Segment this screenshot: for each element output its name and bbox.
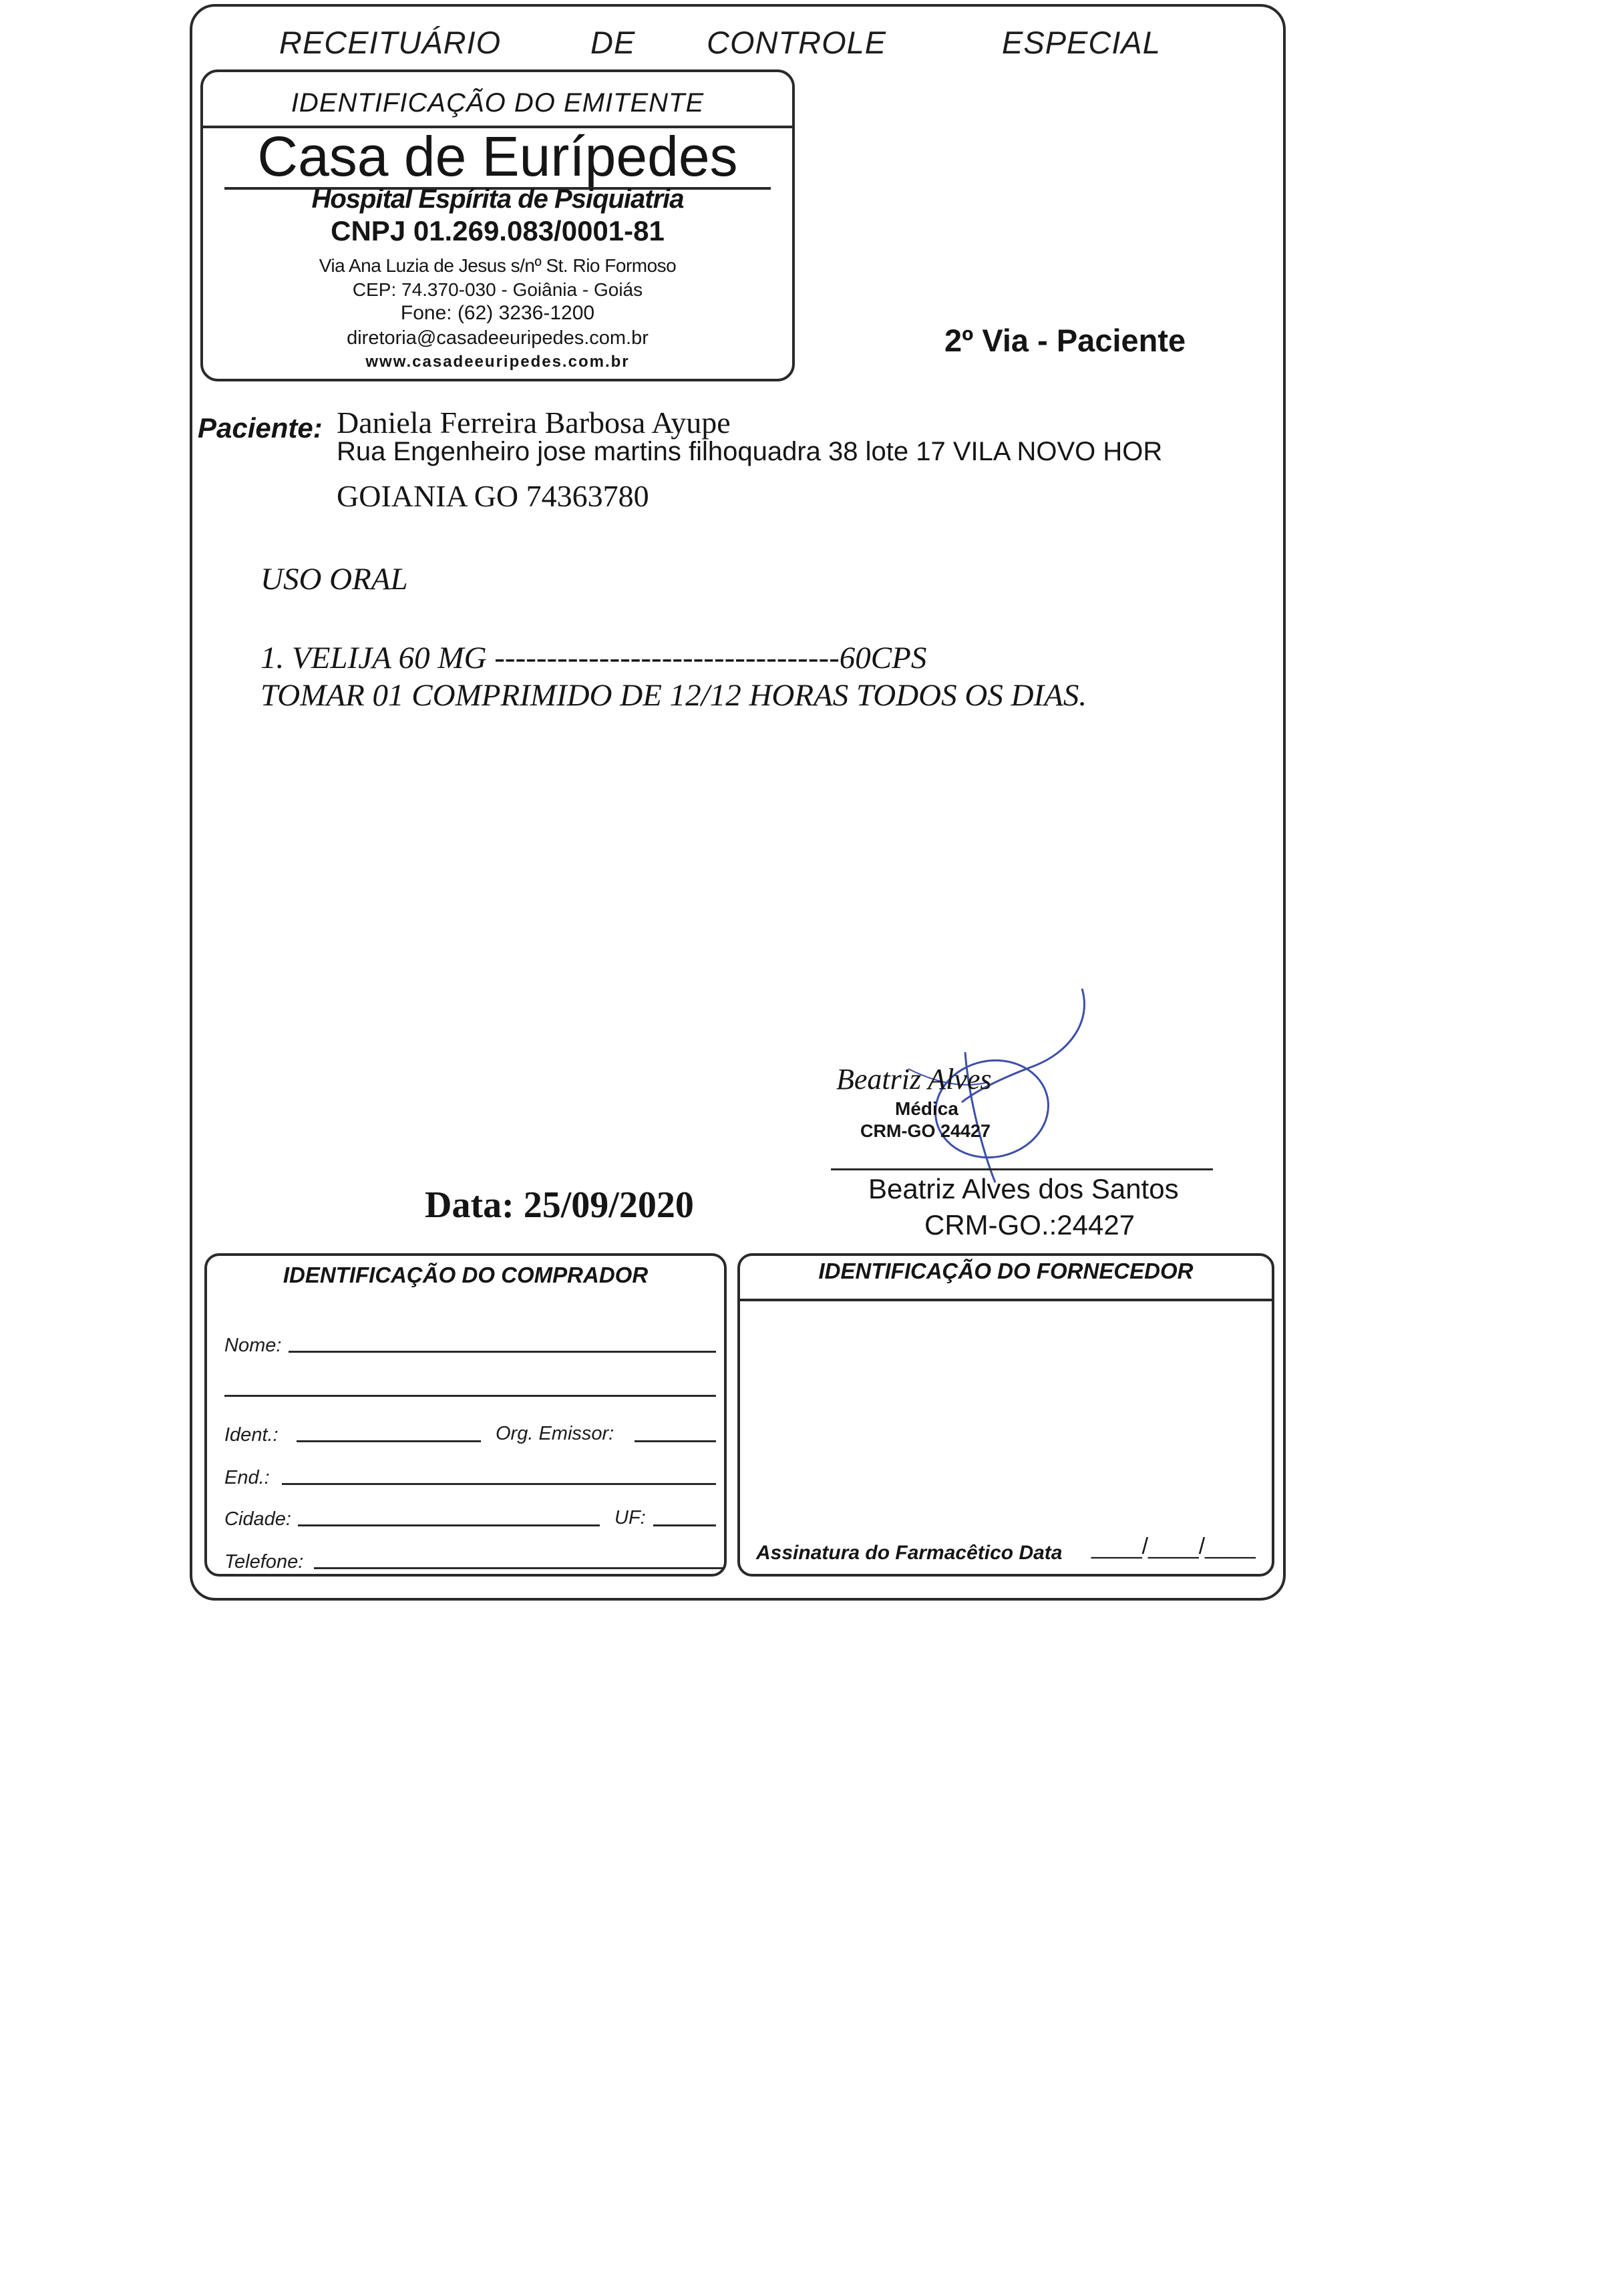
doctor-signature-line [831,1168,1213,1170]
patient-name: Daniela Ferreira Barbosa Ayupe [337,405,731,440]
stamp-crm: CRM-GO 24427 [860,1121,991,1141]
buyer-city-label: Cidade: [224,1508,291,1530]
emitter-address: Via Ana Luzia de Jesus s/nº St. Rio Formoso [319,255,677,276]
emitter-subtitle: Hospital Espírita de Psiquiatria [311,184,684,214]
emitter-email: diretoria@casadeeuripedes.com.br [347,327,649,349]
prescription-instructions: TOMAR 01 COMPRIMIDO DE 12/12 HORAS TODOS OS DIAS. [260,678,1087,713]
emitter-website: www.casadeeuripedes.com.br [365,353,630,371]
buyer-org-field[interactable] [635,1440,716,1442]
buyer-title: IDENTIFICAÇÃO DO COMPRADOR [283,1263,649,1287]
patient-label: Paciente: [198,412,323,444]
buyer-phone-field[interactable] [314,1567,724,1569]
buyer-uf-label: UF: [614,1507,646,1528]
emitter-section-title: IDENTIFICAÇÃO DO EMITENTE [291,88,705,118]
supplier-signature-label: Assinatura do Farmacêtico Data [756,1542,1063,1564]
buyer-org-label: Org. Emissor: [496,1423,614,1444]
supplier-title: IDENTIFICAÇÃO DO FORNECEDOR [818,1259,1194,1283]
stamp-signature: Beatriz Alves [836,1063,992,1096]
buyer-ident-field[interactable] [297,1440,481,1442]
patient-city: GOIANIA GO 74363780 [337,479,649,513]
buyer-address-field[interactable] [282,1483,716,1485]
supplier-date-field[interactable]: ____/____/____ [1091,1534,1256,1559]
emitter-phone: Fone: (62) 3236-1200 [400,302,595,324]
prescription-item: 1. VELIJA 60 MG ---------------------------------60CPS [260,641,927,675]
buyer-name-field[interactable] [289,1351,716,1353]
header-word-receituario: RECEITUÁRIO [279,25,502,60]
buyer-ident-label: Ident.: [224,1424,279,1446]
doctor-name: Beatriz Alves dos Santos [868,1173,1179,1204]
emitter-cnpj: CNPJ 01.269.083/0001-81 [331,215,665,247]
buyer-city-field[interactable] [298,1524,600,1526]
header-word-controle: CONTROLE [707,25,887,60]
prescription-date: Data: 25/09/2020 [425,1184,694,1226]
supplier-title-divider [737,1299,1274,1301]
header-word-de: DE [590,25,636,60]
copy-label: 2º Via - Paciente [944,323,1186,358]
buyer-phone-label: Telefone: [224,1551,304,1573]
buyer-name-label: Nome: [224,1335,282,1356]
buyer-address-label: End.: [224,1467,270,1488]
doctor-crm: CRM-GO.:24427 [924,1209,1135,1241]
emitter-name: Casa de Eurípedes [257,125,738,188]
emitter-cep: CEP: 74.370-030 - Goiânia - Goiás [352,279,643,300]
stamp-role: Médica [895,1098,958,1119]
supplier-box [737,1253,1274,1577]
prescription-route: USO ORAL [260,562,408,597]
buyer-uf-field[interactable] [653,1524,716,1526]
buyer-name-field-2[interactable] [224,1395,716,1397]
patient-street: Rua Engenheiro jose martins filhoquadra 38 lote 17 VILA NOVO HOR [337,437,1163,466]
header-word-especial: ESPECIAL [1002,25,1161,60]
